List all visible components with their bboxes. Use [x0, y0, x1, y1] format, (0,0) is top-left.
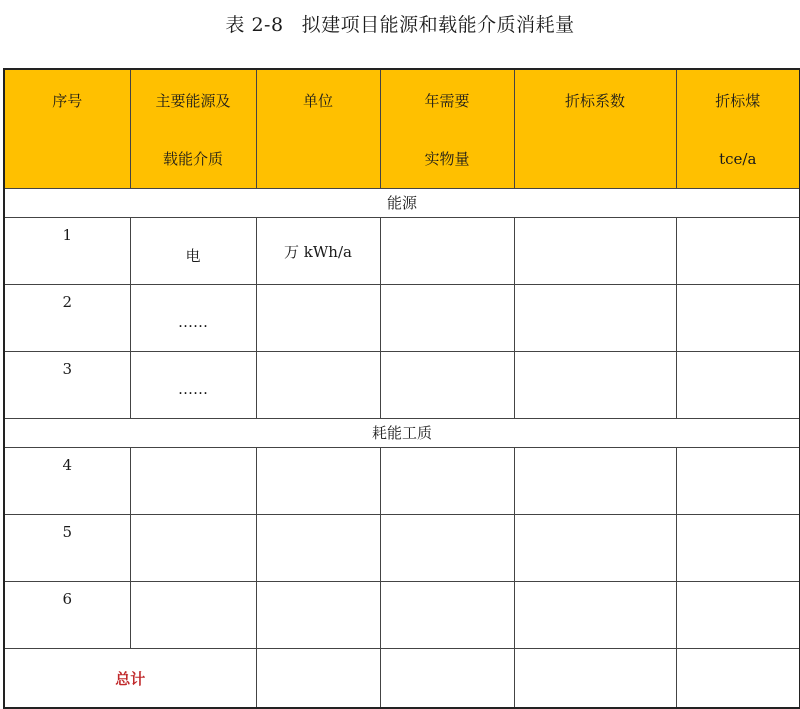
energy-consumption-table [3, 68, 800, 709]
total-label: 总计 [4, 649, 256, 709]
table-row [4, 515, 800, 582]
row-coal [676, 515, 800, 582]
row-index: 6 [4, 582, 130, 649]
header-conversion-factor: 折标系数 [514, 69, 676, 189]
row-coal [676, 285, 800, 352]
row-unit: 万 kWh/a [256, 218, 380, 285]
table-title: 拟建项目能源和载能介质消耗量 [301, 14, 575, 36]
row-unit [256, 582, 380, 649]
row-name [130, 582, 256, 649]
header-annual-quantity: 年需要 实物量 [380, 69, 514, 189]
table-row [4, 218, 800, 285]
total-factor [514, 649, 676, 709]
row-coal [676, 218, 800, 285]
header-standard-coal: 折标煤 tce/a [676, 69, 800, 189]
table-number: 表 2-8 [225, 14, 284, 36]
row-index: 4 [4, 448, 130, 515]
row-factor [514, 448, 676, 515]
row-index: 2 [4, 285, 130, 352]
table-row [4, 448, 800, 515]
total-row [4, 649, 800, 709]
row-name: 电 [130, 218, 256, 285]
row-index: 3 [4, 352, 130, 419]
table-row [4, 582, 800, 649]
row-quantity [380, 352, 514, 419]
total-coal [676, 649, 800, 709]
row-name [130, 515, 256, 582]
total-quantity [380, 649, 514, 709]
row-name: …… [130, 352, 256, 419]
row-coal [676, 448, 800, 515]
row-factor [514, 582, 676, 649]
section-title: 耗能工质 [4, 419, 800, 448]
total-unit [256, 649, 380, 709]
row-index: 5 [4, 515, 130, 582]
table-row [4, 352, 800, 419]
row-name: …… [130, 285, 256, 352]
table-caption [0, 10, 800, 37]
header-row [4, 69, 800, 189]
table-row [4, 285, 800, 352]
row-name [130, 448, 256, 515]
header-unit: 单位 [256, 69, 380, 189]
section-title: 能源 [4, 189, 800, 218]
row-coal [676, 582, 800, 649]
row-unit [256, 448, 380, 515]
row-unit [256, 285, 380, 352]
row-quantity [380, 582, 514, 649]
row-factor [514, 515, 676, 582]
row-quantity [380, 285, 514, 352]
row-unit [256, 515, 380, 582]
row-quantity [380, 515, 514, 582]
row-factor [514, 352, 676, 419]
row-index: 1 [4, 218, 130, 285]
row-unit [256, 352, 380, 419]
section-row-working-medium [4, 419, 800, 448]
row-coal [676, 352, 800, 419]
section-row-energy [4, 189, 800, 218]
row-quantity [380, 218, 514, 285]
header-index: 序号 [4, 69, 130, 189]
row-factor [514, 218, 676, 285]
header-energy-medium: 主要能源及 载能介质 [130, 69, 256, 189]
row-quantity [380, 448, 514, 515]
row-factor [514, 285, 676, 352]
